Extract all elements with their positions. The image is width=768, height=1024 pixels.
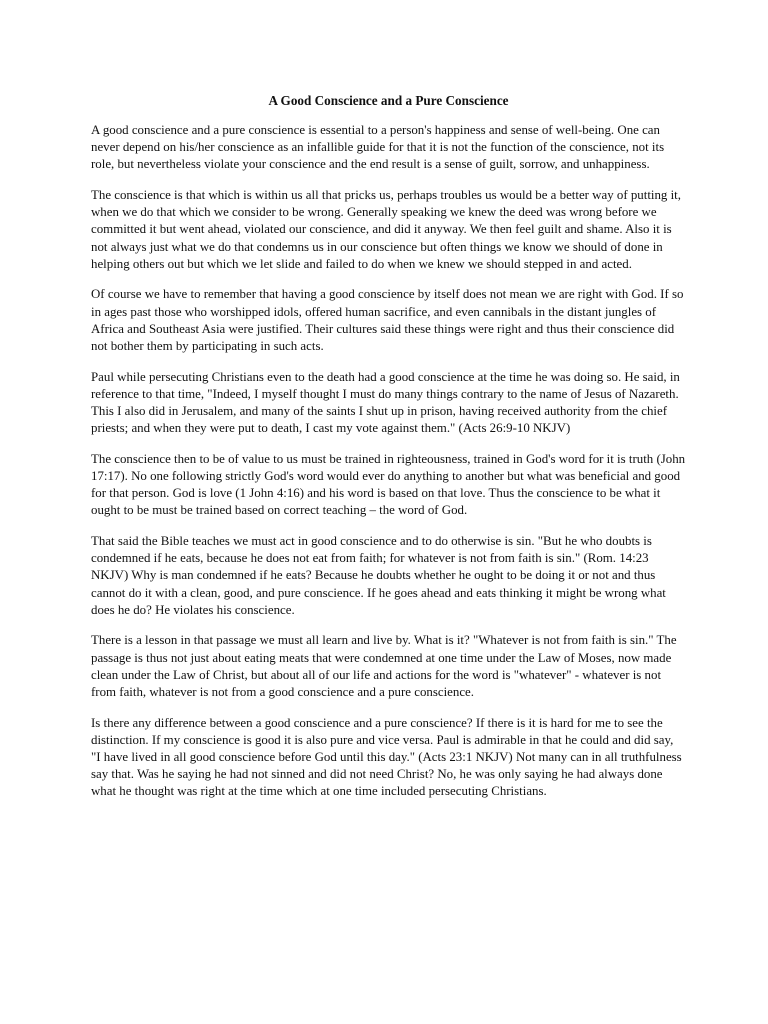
paragraph-3: Of course we have to remember that having a good conscience by itself does not mean we are right with God. If so in ages past those who worshipped idols, offered human sacrifice, and even cannibals in the distant jungles of Africa and Southeast Asia were justified. Their cultures said these things were right and thus their conscience did not bother them by participating in such acts.	[91, 287, 684, 354]
document-body	[91, 122, 686, 801]
page-title: A Good Conscience and a Pure Conscience	[268, 93, 509, 108]
paragraph-6: That said the Bible teaches we must act in good conscience and to do otherwise is sin. "But he who doubts is condemned if he eats, because he does not eat from faith; for whatever is not from faith is sin." (Rom. 14:23 NKJV) Why is man condemned if he eats? Because he doubts whether he ought to be doing it or not and thus cannot do it with a clean, good, and pure conscience. If he goes ahead and eats thinking it might be wrong what does he do? He violates his conscience.	[91, 534, 666, 617]
paragraph-4: Paul while persecuting Christians even to the death had a good conscience at the time he was doing so. He said, in reference to that time, "Indeed, I myself thought I must do many things contrary to the name of Jesus of Nazareth. This I also did in Jerusalem, and many of the saints I shut up in prison, having received authority from the chief priests; and when they were put to death, I cast my vote against them." (Acts 26:9-10 NKJV)	[91, 369, 680, 436]
paragraph-2: The conscience is that which is within us all that pricks us, perhaps troubles us would be a better way of putting it, when we do that which we consider to be wrong. Generally speaking we knew the deed was wrong before we committed it but went ahead, violated our conscience, and did it anyway. We then feel guilt and shame. Also it is not always just what we do that condemns us in our conscience but often things we know we should of done in helping others out but which we let slide and failed to do when we knew we should stepped in and acted.	[91, 188, 681, 271]
paragraph-5: The conscience then to be of value to us must be trained in righteousness, trained in God's word for it is truth (John 17:17). No one following strictly God's word would ever do anything to another but what was beneficial and good for that person. God is love (1 John 4:16) and his word is based on that love. Thus the conscience to be what it ought to be must be trained based on correct teaching – the word of God.	[91, 451, 686, 518]
paragraph-1: A good conscience and a pure conscience is essential to a person's happiness and sense of well-being. One can never depend on his/her conscience as an infallible guide for that it is not the function of the conscience, not its role, but nevertheless violate your conscience and the end result is a sense of guilt, sorrow, and unhappiness.	[91, 123, 665, 172]
paragraph-7: There is a lesson in that passage we must all learn and live by. What is it? "Whatever is not from faith is sin." The passage is thus not just about eating meats that were condemned at one time under the Law of Moses, now made clean under the Law of Christ, but about all of our life and actions for the word is "whatever" - whatever is not from faith, whatever is not from a good conscience and a pure conscience.	[91, 633, 677, 700]
paragraph-8: Is there any difference between a good conscience and a pure conscience? If there is it is hard for me to see the distinction. If my conscience is good it is also pure and vice versa. Paul is admirable in that he could and did say, "I have lived in all good conscience before God until this day." (Acts 23:1 NKJV) Not many can in all truthfulness say that. Was he saying he had not sinned and did not need Christ? No, he was only saying he had always done what he thought was right at the time which at one time included persecuting Christians.	[91, 715, 682, 799]
